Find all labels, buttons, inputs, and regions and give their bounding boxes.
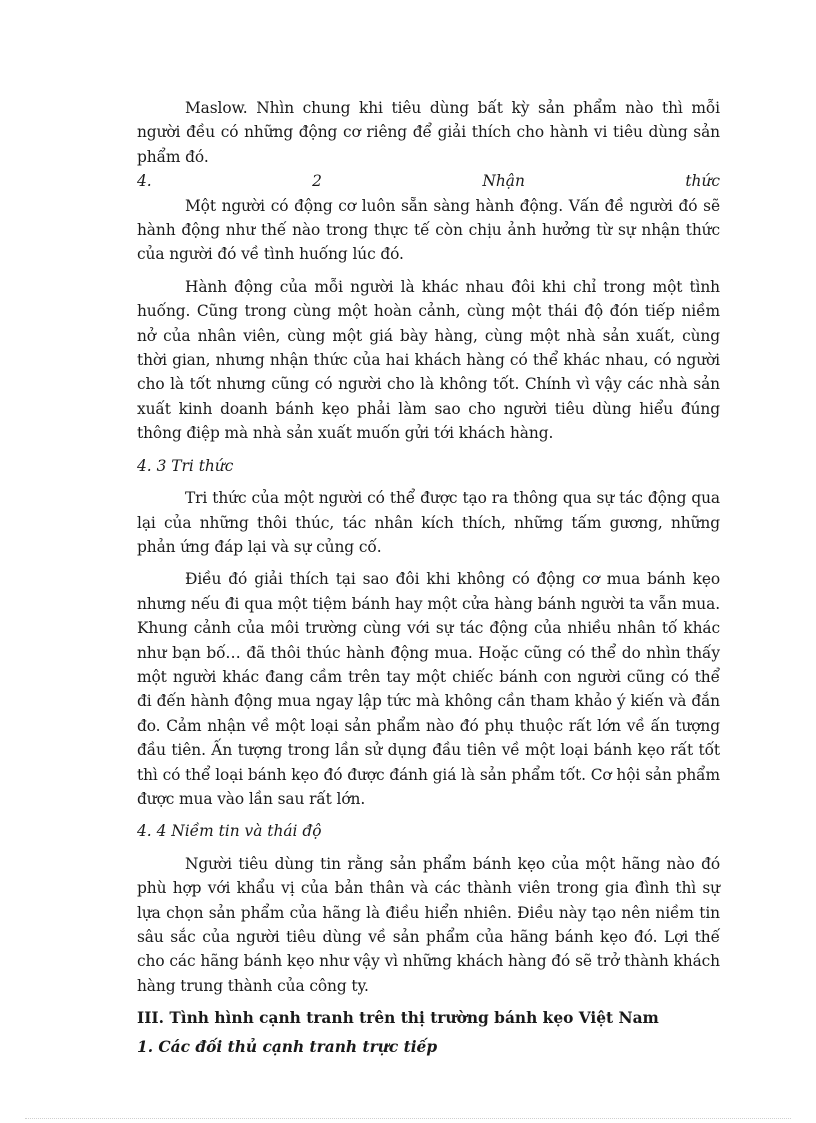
heading-4-2 (137, 169, 720, 193)
section-subtitle-III-1: 1. Các đối thủ cạnh tranh trực tiếp (137, 1037, 438, 1056)
paragraph-4-2-2: Hành động của mỗi người là khác nhau đôi khi chỉ trong một tình huống. Cũng trong cùng một hoàn cảnh, cùng một thái độ đón tiếp niềm nở của nhân viên, cùng một giá bày hàng, cùng một nhà sản xuất, cùng thời gian, nhưng nhận thức của hai khách hàng có thể khác nhau, có người cho là tốt nhưng cũng có người cho là không tốt. Chính vì vậy các nhà sản xuất kinh doanh bánh kẹo phải làm sao cho người tiêu dùng hiểu đúng thông điệp mà nhà sản xuất muốn gửi tới khách hàng. (137, 277, 720, 443)
paragraph-4-2-1: Một người có động cơ luôn sẵn sàng hành động. Vấn đề người đó sẽ hành động như thế nào trong thực tế còn chịu ảnh hưởng từ sự nhận thức của người đó về tình huống lúc đó. (137, 196, 720, 264)
paragraph-intro: Maslow. Nhìn chung khi tiêu dùng bất kỳ sản phẩm nào thì mỗi người đều có những động cơ riêng để giải thích cho hành vi tiêu dùng sản phẩm đó. (137, 99, 720, 166)
heading-4-2-part4: thức (685, 172, 720, 191)
heading-4-3: 4. 3 Tri thức (137, 456, 234, 475)
heading-4-2-part2: 2 (312, 172, 322, 191)
page-bottom-divider (25, 1118, 791, 1119)
heading-4-2-part1: 4. (137, 172, 152, 191)
section-title-III: III. Tình hình cạnh tranh trên thị trường bánh kẹo Việt Nam (137, 1009, 659, 1028)
paragraph-4-3-2: Điều đó giải thích tại sao đôi khi không có động cơ mua bánh kẹo nhưng nếu đi qua một tiệm bánh hay một cửa hàng bánh người ta vẫn mua. Khung cảnh của môi trường cùng với sự tác động của nhiều nhân tố khác như bạn bố… đã thôi thúc hành động mua. Hoặc cũng có thể do nhìn thấy một người khác đang cầm trên tay một chiếc bánh con người cũng có thể đi đến hành động mua ngay lập tức mà không cần tham khảo ý kiến và đắn đo. Cảm nhận về một loại sản phẩm nào đó phụ thuộc rất lớn về ấn tượng đầu tiên. Ấn tượng trong lần sử dụng đầu tiên về một loại bánh kẹo rất tốt thì có thể loại bánh kẹo đó được đánh giá là sản phẩm tốt. Cơ hội sản phẩm được mua vào lần sau rất lớn. (137, 570, 720, 808)
heading-4-2-part3: Nhận (482, 172, 525, 191)
document-page (137, 96, 720, 1059)
paragraph-4-3-1: Tri thức của một người có thể được tạo ra thông qua sự tác động qua lại của những thôi thúc, tác nhân kích thích, những tấm gương, những phản ứng đáp lại và sự củng cố. (137, 489, 720, 556)
paragraph-4-4-1: Người tiêu dùng tin rằng sản phẩm bánh kẹo của một hãng nào đó phù hợp với khẩu vị của bản thân và các thành viên trong gia đình thì sự lựa chọn sản phẩm của hãng là điều hiển nhiên. Điều này tạo nên niềm tin sâu sắc của người tiêu dùng về sản phẩm của hãng bánh kẹo đó. Lợi thế cho các hãng bánh kẹo như vậy vì những khách hàng đó sẽ trở thành khách hàng trung thành của công ty. (137, 854, 720, 995)
heading-4-4: 4. 4 Niềm tin và thái độ (137, 822, 322, 841)
